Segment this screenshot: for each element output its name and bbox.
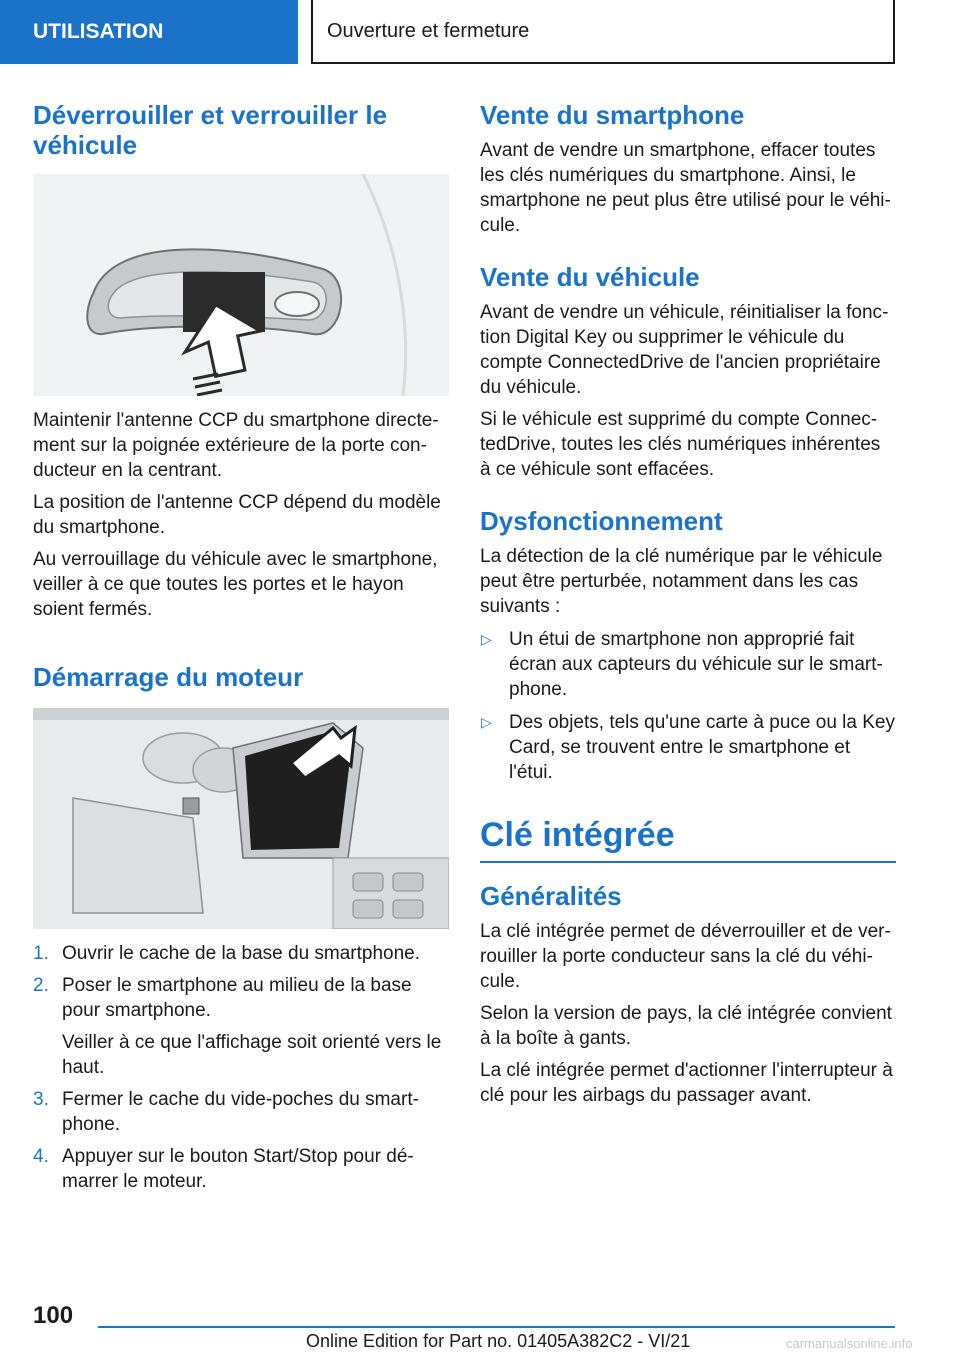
para-sell-vehicle-2: Si le véhicule est supprimé du compte ConnectedDrive, toutes les clés numériques inhérentes à ce véhicule sont effacées. [480, 409, 881, 480]
para-malfunction: La détection de la clé numérique par le véhicule peut être perturbée, notamment dans les cas suivants : [480, 546, 883, 617]
step-text: Fermer le cache du vide-poches du smartphone. [62, 1089, 419, 1135]
section-title-engine-start: Démarrage du moteur [33, 662, 304, 692]
list-item [33, 941, 449, 966]
para-general-2: Selon la version de pays, la clé intégrée convient à la boîte à gants. [480, 1003, 892, 1049]
left-column [33, 100, 449, 1201]
step-subtext: Veiller à ce que l'affichage soit orienté vers le haut. [62, 1032, 442, 1078]
footer-edition: Online Edition for Part no. 01405A382C2 - VI/21 [306, 1331, 691, 1351]
para-general-1: La clé intégrée permet de déverrouiller et de verrouiller la porte conducteur sans la clé du véhicule. [480, 921, 891, 992]
para-sell-smartphone: Avant de vendre un smartphone, effacer toutes les clés numériques du smartphone. Ainsi, le smartphone ne peut plus être utilisé pour le véhicule. [480, 140, 891, 236]
triangle-bullet-icon: ▷ [481, 631, 492, 647]
chapter-heading-block [480, 815, 896, 863]
step-text: Poser le smartphone au milieu de la base pour smartphone. [62, 975, 412, 1021]
door-handle-illustration [33, 174, 449, 396]
step-number: 4. [33, 1146, 49, 1167]
section-title-malfunction: Dysfonctionnement [480, 506, 723, 536]
para-unlock-2: La position de l'antenne CCP dépend du modèle du smartphone. [33, 492, 441, 538]
bullet-text: Un étui de smartphone non approprié fait écran aux capteurs du véhicule sur le smartphone. [509, 629, 883, 700]
list-item [33, 1087, 449, 1137]
triangle-bullet-icon: ▷ [481, 714, 492, 730]
footer-divider [98, 1326, 895, 1328]
section-title-sell-smartphone: Vente du smartphone [480, 100, 745, 130]
step-number: 2. [33, 975, 49, 996]
step-number: 1. [33, 943, 49, 964]
bullet-text: Des objets, tels qu'une carte à puce ou la Key Card, se trouvent entre le smartphone et l'étui. [509, 712, 895, 783]
malfunction-list [480, 627, 896, 785]
chapter-title-integrated-key: Clé intégrée [480, 816, 675, 854]
header-chapter-label: Ouverture et fermeture [327, 19, 530, 42]
section-title-general: Généralités [480, 881, 622, 911]
header-chapter-tab [311, 0, 895, 64]
list-item [33, 973, 449, 1080]
para-sell-vehicle-1: Avant de vendre un véhicule, réinitialiser la fonction Digital Key ou supprimer le véhicule du compte ConnectedDrive de l'ancien propriétaire du véhicule. [480, 302, 889, 398]
para-general-3: La clé intégrée permet d'actionner l'interrupteur à clé pour les airbags du passager avant. [480, 1060, 893, 1106]
smartphone-tray-illustration [33, 708, 449, 929]
section-title-unlock: Déverrouiller et verrouiller le véhicule [33, 100, 388, 160]
section-title-sell-vehicle: Vente du véhicule [480, 262, 700, 292]
para-unlock-3: Au verrouillage du véhicule avec le smartphone, veiller à ce que toutes les portes et le hayon soient fermés. [33, 549, 438, 620]
step-text: Ouvrir le cache de la base du smartphone. [62, 943, 421, 964]
watermark: carmanualsonline.info [786, 1336, 913, 1351]
list-item [480, 627, 896, 702]
list-item [33, 1144, 449, 1194]
right-column [480, 100, 896, 1115]
header-section-label: UTILISATION [33, 20, 164, 43]
step-text: Appuyer sur le bouton Start/Stop pour démarrer le moteur. [62, 1146, 414, 1192]
door-handle-drawing [33, 174, 449, 396]
smartphone-tray-drawing [33, 708, 449, 929]
header-section-tab [0, 0, 298, 64]
list-item [480, 710, 896, 785]
engine-start-steps [33, 941, 449, 1194]
page-number: 100 [33, 1302, 74, 1329]
para-unlock-1: Maintenir l'antenne CCP du smartphone directement sur la poignée extérieure de la porte conducteur en la centrant. [33, 410, 439, 481]
step-number: 3. [33, 1089, 49, 1110]
